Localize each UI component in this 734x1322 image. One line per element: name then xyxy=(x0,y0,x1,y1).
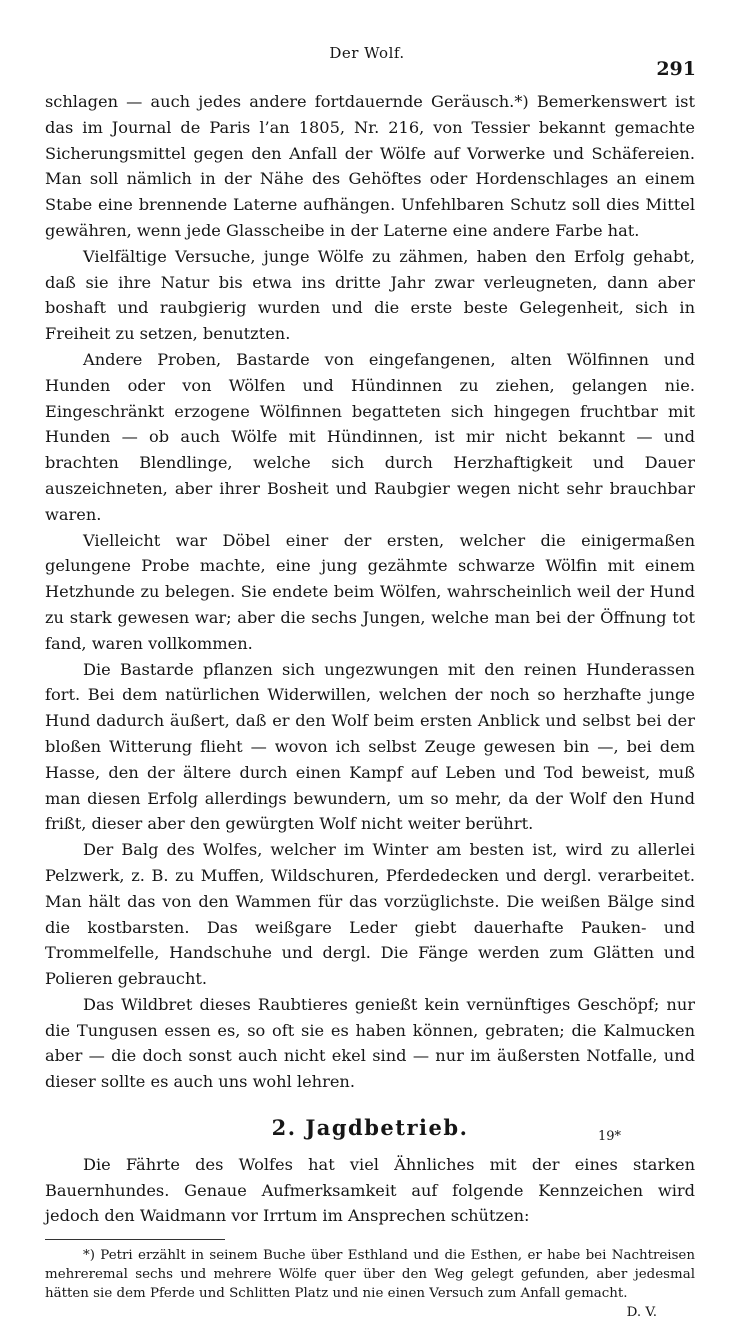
sheet-signature: 19* xyxy=(598,1129,622,1144)
page-number: 291 xyxy=(656,58,696,80)
section-heading: 2. Jagdbetrieb. xyxy=(271,1115,469,1141)
running-title: Der Wolf. xyxy=(329,44,405,62)
footnote-divider xyxy=(45,1239,225,1240)
paragraph-7: Das Wildbret dieses Raubtieres genießt kein vernünftiges Geschöpf; nur die Tungusen essen es, so oft sie es haben können, gebraten; die Kalmucken aber — die doch sonst auch nicht ekel sind — nur im äußersten Notfalle, und dieser sollte es auch uns wohl lehren. xyxy=(45,994,695,1092)
paragraph-4: Vielleicht war Döbel einer der ersten, welcher die einigermaßen gelungene Probe machte, eine jung gezähmte schwarze Wölfin mit einem Hetzhunde zu belegen. Sie endete beim Wölfen, wahrscheinlich weil der Hund zu stark gewesen war; aber die sechs Jungen, welche man bei der Öffnung tot fand, waren vollkommen. xyxy=(45,530,695,653)
paragraph-5: Die Bastarde pflanzen sich ungezwungen mit den reinen Hunderassen fort. Bei dem natürlichen Widerwillen, welchen der noch so herzhafte junge Hund dadurch äußert, daß er den Wolf beim ersten Anblick und selbst bei der bloßen Witterung flieht — wovon ich selbst Zeuge gewesen bin —, bei dem Hasse, den der ältere durch einen Kampf auf Leben und Tod beweist, muß man diesen Erfolg allerdings bewundern, um so mehr, da der Wolf den Hund frißt, dieser aber den gewürgten Wolf nicht weiter berührt. xyxy=(45,659,695,834)
footnote: *) Petri erzählt in seinem Buche über Esthland und die Esthen, er habe bei Nachtreisen mehreremal sechs und mehrere Wölfe quer über den Weg gelegt gefunden, aber jedesmal hätten sie dem Pferde und Schlitten Platz und nie einen Versuch zum Anfall gemacht. xyxy=(45,1248,695,1302)
footnote-signature: D. V. xyxy=(626,1305,657,1321)
section-paragraph: Die Fährte des Wolfes hat viel Ähnliches mit der eines starken Bauernhundes. Genaue Aufmerksamkeit auf folgende Kennzeichen wird jedoch den Waidmann vor Irrtum im Ansprechen schützen: xyxy=(45,1154,695,1226)
paragraph-1: schlagen — auch jedes andere fortdauernde Geräusch.*) Bemerkenswert ist das im Journal de Paris l’an 1805, Nr. 216, von Tessier bekannt gemachte Sicherungsmittel gegen den Anfall der Wölfe auf Vorwerke und Schäfereien. Man soll nämlich in der Nähe des Gehöftes oder Hordenschlages an einem Stabe eine brennende Laterne aufhängen. Unfehlbaren Schutz soll dies Mittel gewähren, wenn jede Glasscheibe in der Laterne eine andere Farbe hat. xyxy=(45,92,695,240)
paragraph-2: Vielfältige Versuche, junge Wölfe zu zähmen, haben den Erfolg gehabt, daß sie ihre Natur bis etwa ins dritte Jahr zwar verleugneten, dann aber boshaft und raubgierig wurden und die erste beste Gelegenheit, sich in Freiheit zu setzen, benutzten. xyxy=(45,246,695,344)
paragraph-3: Andere Proben, Bastarde von eingefangenen, alten Wölfinnen und Hunden oder von Wölfen und Hündinnen zu ziehen, gelangen nie. Eingeschränkt erzogene Wölfinnen begatteten sich hingegen fruchtbar mit Hunden — ob auch Wölfe mit Hündinnen, ist mir nicht bekannt — und brachten Blendlinge, welche sich durch Herzhaftigkeit und Dauer auszeichneten, aber ihrer Bosheit und Raubgier wegen nicht sehr brauchbar waren. xyxy=(45,349,695,524)
paragraph-6: Der Balg des Wolfes, welcher im Winter am besten ist, wird zu allerlei Pelzwerk, z. B. zu Muffen, Wildschuren, Pferdedecken und dergl. verarbeitet. Man hält das von den Wammen für das vorzüglichste. Die weißen Bälge sind die kostbarsten. Das weißgare Leder giebt dauerhafte Pauken- und Trommelfelle, Handschuhe und dergl. Die Fänge werden zum Glätten und Polieren gebraucht. xyxy=(45,840,695,989)
